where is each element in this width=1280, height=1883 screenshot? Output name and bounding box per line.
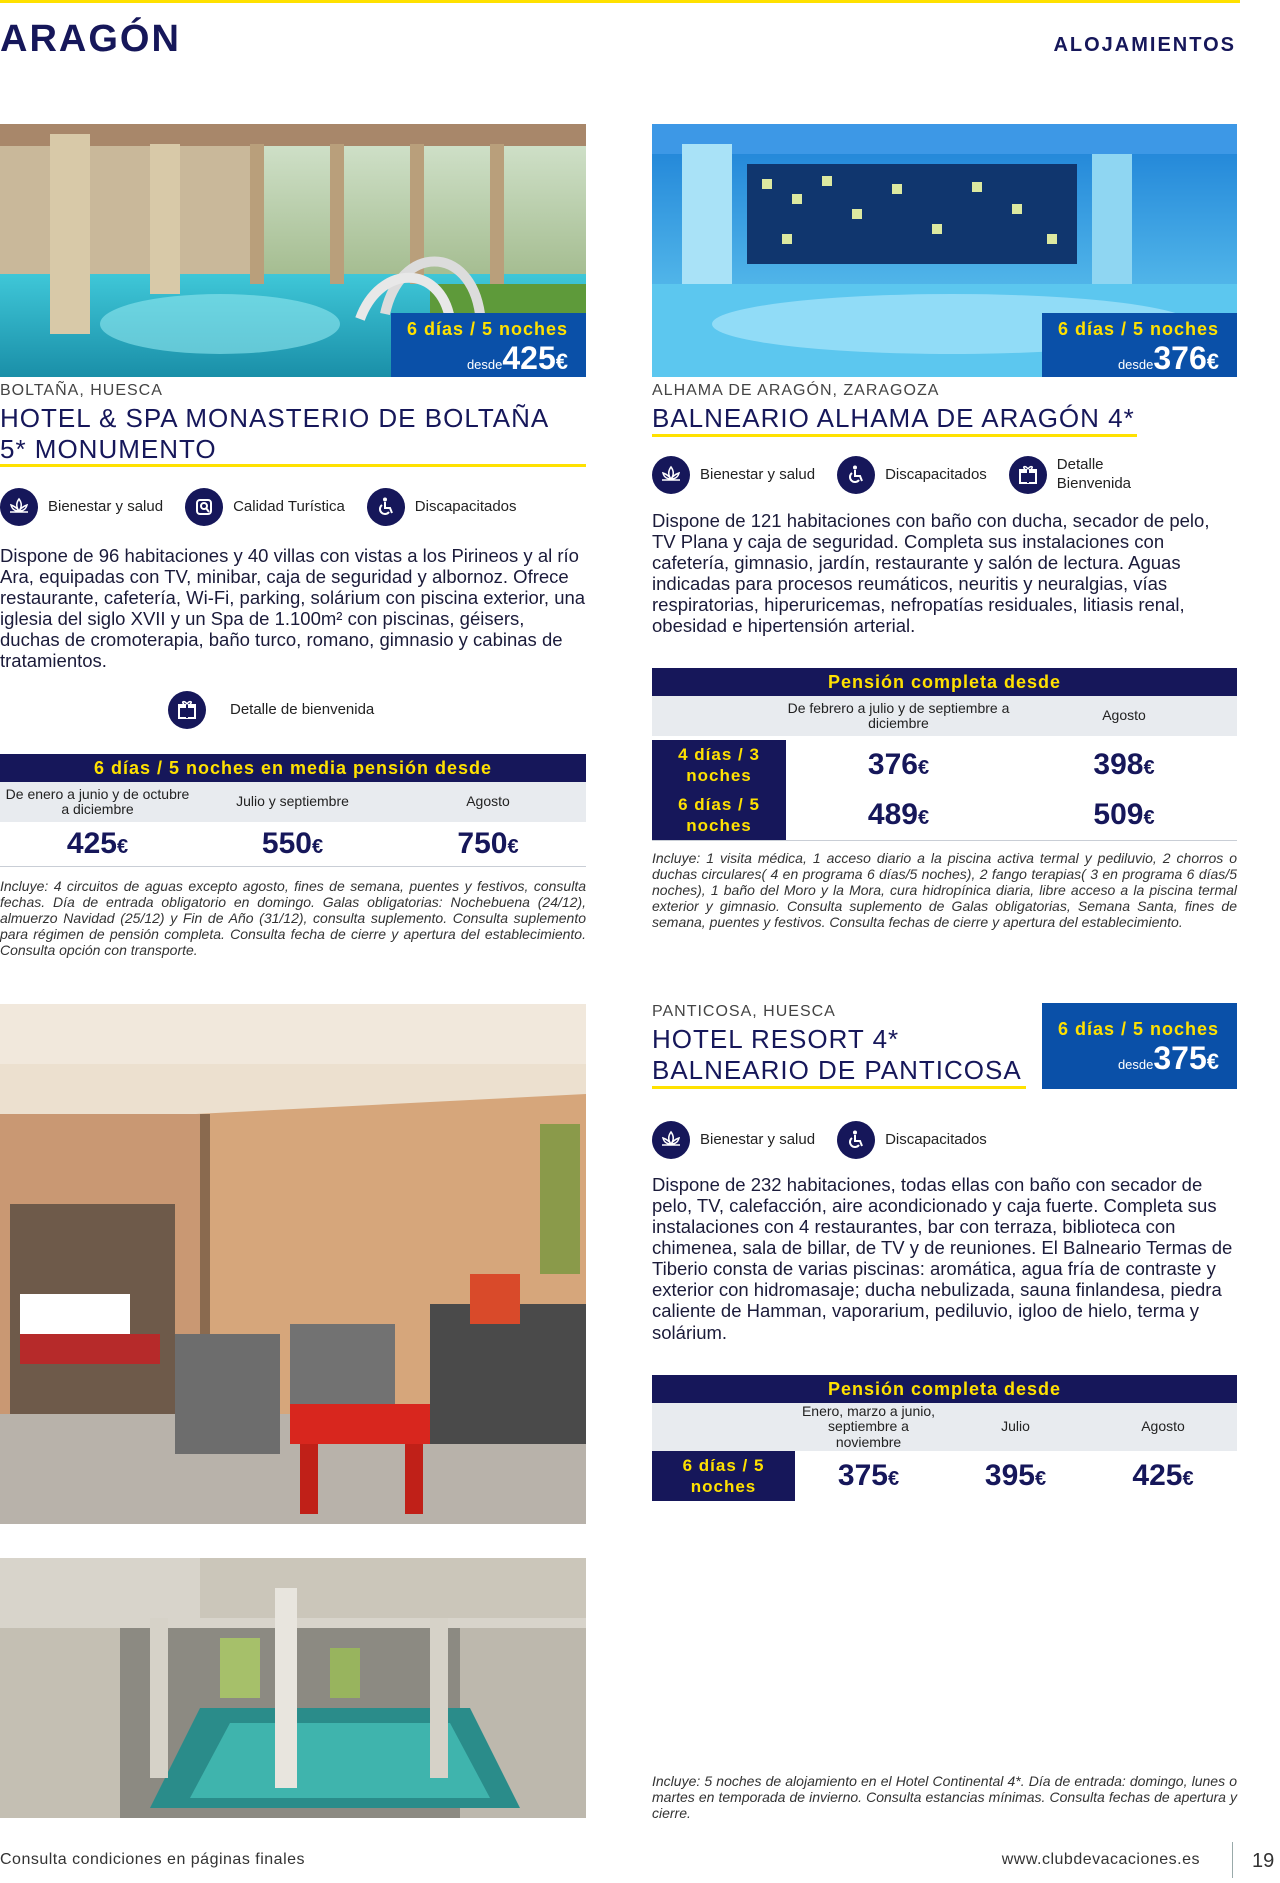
panticosa-location: PANTICOSA, HUESCA: [652, 1003, 836, 1020]
feature-label: Bienestar y salud: [700, 465, 816, 483]
feature-accessible: [837, 456, 987, 494]
price-cell: [786, 798, 1011, 832]
alhama-price-badge: [1042, 313, 1237, 377]
alhama-rate-table: [652, 668, 1237, 841]
lotus-icon: [652, 456, 690, 494]
badge-desde: desde: [466, 357, 503, 372]
boltana-name-underline: [0, 464, 586, 467]
feature-welcome: [168, 691, 374, 729]
price-cell: [1011, 748, 1237, 782]
price-currency: €: [1143, 757, 1155, 779]
rate-column-headers: [652, 696, 1237, 736]
row-label: 4 días / 3 noches: [652, 740, 786, 790]
price-value: 398: [1093, 748, 1144, 781]
feature-wellness: [0, 488, 163, 526]
price-value: 489: [867, 798, 918, 831]
badge-currency: €: [1206, 1049, 1219, 1074]
badge-from-row: [1052, 340, 1219, 377]
panticosa-features: [652, 1121, 1009, 1159]
feature-label: Bienestar y salud: [48, 497, 164, 515]
rate-price-row: [652, 790, 1237, 840]
price-currency: €: [887, 1468, 900, 1490]
price-cell: [390, 827, 586, 861]
rate-column-headers: [652, 1403, 1237, 1451]
price-cell: [942, 1459, 1089, 1493]
hotel-name-line2: BALNEARIO DE PANTICOSA: [652, 1055, 1022, 1086]
panticosa-price-badge: [1042, 1003, 1237, 1089]
panticosa-includes: Incluye: 5 noches de alojamiento en el Hotel Continental 4*. Día de entrada: domingo, lunes o martes en temporada de invierno. Consulta estancias mínimas. Consulta fechas de apertura y cierre.: [652, 1773, 1237, 1822]
boltana-description: Dispone de 96 habitaciones y 40 villas con vistas a los Pirineos y al río Ara, equipadas con TV, minibar, caja de seguridad y albornoz. Ofrece restaurante, cafetería, Wi-Fi, parking, solárium con piscina exterior, una iglesia del siglo XVII y un Spa de 1.100m² con piscinas, géisers, duchas de cromoterapia, baño turco, romano, gimnasio y cabinas de tratamientos.: [0, 545, 586, 672]
lotus-icon: [0, 488, 38, 526]
column-header: De enero a junio y de octubre a diciembre: [5, 785, 190, 817]
panticosa-rate-table: [652, 1375, 1237, 1501]
gift-icon: [168, 691, 206, 729]
price-cell: [786, 748, 1011, 782]
badge-from-row: [401, 340, 568, 377]
rate-row-divider: [652, 840, 1237, 841]
region-title: ARAGÓN: [0, 18, 181, 60]
alhama-hotel-name: [652, 403, 1237, 434]
column-header: Agosto: [466, 793, 510, 810]
badge-currency: €: [1206, 349, 1219, 374]
boltana-includes: Incluye: 4 circuitos de aguas excepto agosto, fines de semana, puentes y festivos, consulta fechas. Día de entrada obligatorio en domingo. Galas obligatorias: Nochebuena (24/12), almuerzo Navidad (25/12) y Fin de Año (31/12), consulta suplemento. Consulta suplemento para régimen de pensión completa. Consulta fecha de cierre y apertura del establecimiento. Consulta opción con transporte.: [0, 878, 586, 959]
feature-accessible: [367, 488, 517, 526]
alhama-features: [652, 456, 1179, 494]
rate-row-divider: [0, 866, 586, 867]
header-rule: [0, 0, 1240, 3]
hotel-name-line1: HOTEL & SPA MONASTERIO DE BOLTAÑA: [0, 403, 550, 433]
boltana-extra-feature: [168, 691, 396, 729]
hotel-name-line2: 5* MONUMENTO: [0, 434, 217, 465]
price-cell: [795, 1459, 942, 1493]
feature-label: Detalle Bienvenida: [1056, 456, 1132, 492]
price-value: 509: [1093, 798, 1144, 831]
alhama-description: Dispone de 121 habitaciones con baño con ducha, secador de pelo, TV Plana y caja de seguridad. Completa sus instalaciones con cafetería, gimnasio, jardín, restaurante y salón de lectura. Aguas indicadas para procesos reumáticos, neuritis y neuralgias, vías respiratorias, hiperuricemas, nefropatías residuales, litiasis renal, obesidad e hipertensión arterial.: [652, 510, 1210, 637]
badge-nights: 6 días / 5 noches: [1057, 1019, 1219, 1039]
feature-quality: [185, 488, 345, 526]
feature-label: Calidad Turística: [233, 497, 345, 515]
badge-desde: desde: [1117, 1057, 1154, 1072]
price-value: 375: [837, 1459, 888, 1492]
rate-table-title: Pensión completa desde: [652, 1375, 1237, 1403]
lotus-icon: [652, 1121, 690, 1159]
hotel-name-line1: BALNEARIO ALHAMA DE ARAGÓN 4*: [652, 403, 1135, 433]
price-currency: €: [116, 836, 129, 858]
rate-table-title: Pensión completa desde: [652, 668, 1237, 696]
badge-amount: 425: [502, 340, 556, 376]
rate-column-headers: [0, 782, 586, 822]
alhama-includes: Incluye: 1 visita médica, 1 acceso diario a la piscina activa termal y pediluvio, 2 chorros o duchas circulares( 4 en programa 6 días/5 noches), 2 fango terapias( 3 en programa 6 días/5 noches), 1 baño del Moro y la Mora, cura hidropínica diaria, libre acceso a la piscina termal exterior y gimnasio. Consulta suplemento de Galas obligatorias, Semana Santa, fines de semana, puentes y festivos. Consulta fechas de cierre y apertura del establecimiento.: [652, 850, 1237, 931]
boltana-hotel-name: [0, 403, 586, 465]
footer-separator: [1232, 1842, 1233, 1878]
price-value: 750: [457, 827, 508, 860]
feature-wellness: [652, 1121, 815, 1159]
hotel-name-line1: HOTEL RESORT 4*: [652, 1024, 900, 1054]
footer-conditions: Consulta condiciones en páginas finales: [0, 1851, 306, 1868]
feature-wellness: [652, 456, 815, 494]
badge-currency: €: [555, 349, 568, 374]
rate-price-row: [0, 822, 586, 866]
badge-desde: desde: [1117, 357, 1154, 372]
feature-label: Detalle de bienvenida: [230, 700, 375, 718]
rate-price-row: [652, 1451, 1237, 1501]
panticosa-hotel-name: [652, 1024, 1032, 1086]
badge-amount: 376: [1153, 340, 1207, 376]
rate-table-title: 6 días / 5 noches en media pensión desde: [0, 754, 586, 782]
gift-icon: [1009, 456, 1047, 494]
wheelchair-icon: [837, 456, 875, 494]
column-header: Julio y septiembre: [236, 793, 349, 810]
price-currency: €: [917, 757, 930, 779]
column-header: Agosto: [1102, 707, 1146, 724]
price-currency: €: [1034, 1468, 1047, 1490]
price-currency: €: [1182, 1468, 1194, 1490]
boltana-features: [0, 488, 539, 526]
boltana-rate-table: [0, 754, 586, 867]
page-number: 19: [1252, 1850, 1275, 1872]
panticosa-description: Dispone de 232 habitaciones, todas ellas con baño con secador de pelo, TV, calefacción, aire acondicionado y caja fuerte. Completa sus instalaciones con 4 restaurantes, bar con terraza, biblioteca con chimenea, sala de billar, de TV y de reuniones. El Balneario Termas de Tiberio consta de varias piscinas: aromática, agua fría de contraste y exterior con hidromasaje; ducha nebulizada, sauna finlandesa, piedra caliente de Hamman, vaporarium, pediluvio, igloo de hielo, terma y solárium.: [652, 1174, 1233, 1343]
price-value: 425: [1132, 1459, 1183, 1492]
price-cell: [0, 827, 195, 861]
feature-label: Discapacitados: [885, 1130, 987, 1148]
row-label: 6 días / 5 noches: [652, 790, 786, 840]
badge-from-row: [1052, 1040, 1219, 1077]
alhama-location: ALHAMA DE ARAGÓN, ZARAGOZA: [652, 382, 940, 399]
rate-price-row: [652, 740, 1237, 790]
column-header: Enero, marzo a junio, septiembre a noviembre: [801, 1402, 936, 1450]
feature-label: Bienestar y salud: [700, 1130, 816, 1148]
price-value: 550: [261, 827, 312, 860]
price-currency: €: [917, 807, 930, 829]
boltana-location: BOLTAÑA, HUESCA: [0, 382, 163, 399]
price-cell: [1089, 1459, 1237, 1493]
feature-accessible: [837, 1121, 987, 1159]
price-value: 376: [867, 748, 918, 781]
alhama-name-underline: [652, 434, 1137, 437]
price-currency: €: [311, 836, 324, 858]
column-header: Julio: [1001, 1418, 1030, 1435]
badge-nights: 6 días / 5 noches: [1057, 319, 1219, 339]
panticosa-thermal-pool-photo: [0, 1558, 586, 1818]
wheelchair-icon: [367, 488, 405, 526]
footer-website-link[interactable]: www.clubdevacaciones.es: [1001, 1851, 1200, 1868]
section-label: ALOJAMIENTOS: [1053, 34, 1236, 56]
panticosa-room-photo: [0, 1004, 586, 1524]
badge-nights: 6 días / 5 noches: [406, 319, 568, 339]
price-currency: €: [1143, 807, 1155, 829]
column-header: Agosto: [1141, 1418, 1185, 1435]
feature-welcome: [1009, 456, 1157, 494]
feature-label: Discapacitados: [414, 497, 517, 515]
price-value: 425: [66, 827, 117, 860]
boltana-price-badge: [391, 313, 586, 377]
price-cell: [1011, 798, 1237, 832]
price-value: 395: [984, 1459, 1035, 1492]
feature-label: Discapacitados: [885, 465, 987, 483]
panticosa-name-underline: [652, 1086, 1026, 1089]
wheelchair-icon: [837, 1121, 875, 1159]
price-cell: [195, 827, 390, 861]
badge-amount: 375: [1153, 1040, 1207, 1076]
quality-seal-icon: [185, 488, 223, 526]
column-header: De febrero a julio y de septiembre a diciembre: [787, 699, 1010, 731]
row-label: 6 días / 5 noches: [652, 1451, 795, 1501]
price-currency: €: [507, 836, 519, 858]
